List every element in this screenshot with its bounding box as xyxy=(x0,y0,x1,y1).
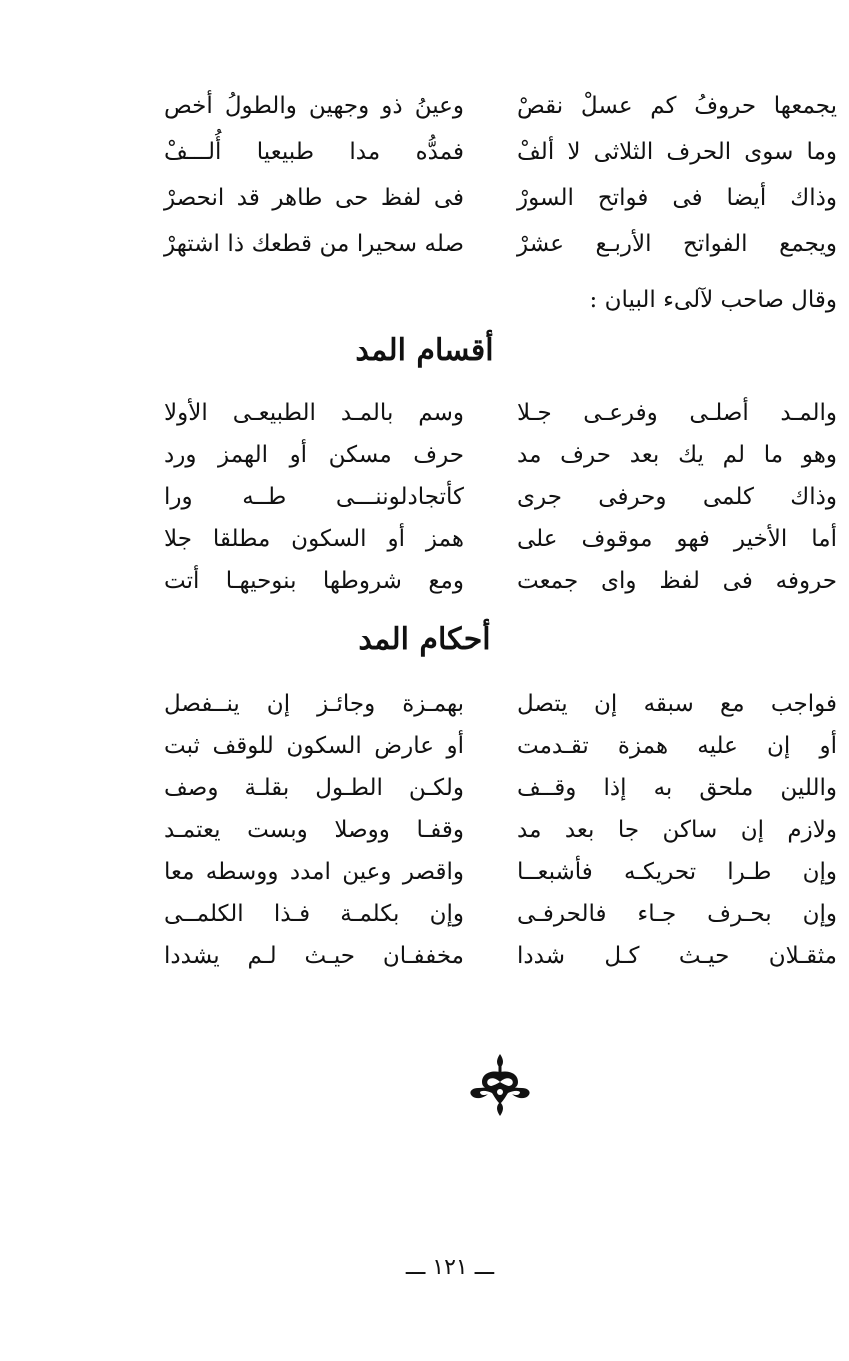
verse-first-hemistich: وهو ما لم يك بعد حرف مد xyxy=(517,442,837,468)
verse-second-hemistich: همز أو السكون مطلقا جلا xyxy=(164,526,464,552)
verse-second-hemistich: وإن بكلمـة فـذا الكلمــى xyxy=(164,901,464,927)
verse-first-hemistich: مثقـلان حيـث كـل شددا xyxy=(517,943,837,969)
verse-first-hemistich: وذاك أيضا فى فواتح السورْ xyxy=(517,185,837,211)
verse-first-hemistich: ولازم إن ساكن جا بعد مد xyxy=(517,817,837,843)
verse-second-hemistich: ولكـن الطـول بقلـة وصف xyxy=(164,775,464,801)
verse-row xyxy=(0,224,849,270)
verse-second-hemistich: أو عارض السكون للوقف ثبت xyxy=(164,733,464,759)
page-number: ـــ ١٢١ ـــ xyxy=(405,1255,495,1280)
verse-row xyxy=(0,852,849,898)
verse-row xyxy=(0,768,849,814)
verse-row xyxy=(0,684,849,730)
verse-row xyxy=(0,894,849,940)
verse-second-hemistich: بهمـزة وجائـز إن ينــفصل xyxy=(164,691,464,717)
verse-second-hemistich: صله سحيرا من قطعك ذا اشتهرْ xyxy=(164,231,464,257)
verse-second-hemistich: ومع شروطها بنوحيهـا أتت xyxy=(164,568,464,594)
verse-row xyxy=(0,519,849,565)
section-heading-rulings xyxy=(0,622,849,657)
verse-row xyxy=(0,435,849,481)
verse-first-hemistich: يجمعها حروفُ كم عسلْ نقصْ xyxy=(517,93,837,119)
verse-row xyxy=(0,936,849,982)
verse-second-hemistich: وسم بالمـد الطبيعـى الأولا xyxy=(164,400,464,426)
verse-row xyxy=(0,726,849,772)
verse-second-hemistich: فى لفظ حى طاهر قد انحصرْ xyxy=(164,185,464,211)
verse-first-hemistich: وإن طـرا تحريكـه فأشبعــا xyxy=(517,859,837,885)
verse-row xyxy=(0,86,849,132)
verse-second-hemistich: واقصر وعين امدد ووسطه معا xyxy=(164,859,464,885)
verse-row xyxy=(0,393,849,439)
verse-first-hemistich: فواجب مع سبقه إن يتصل xyxy=(517,691,837,717)
verse-first-hemistich: وذاك كلمى وحرفى جرى xyxy=(517,484,837,510)
verse-first-hemistich: وما سوى الحرف الثلاثى لا ألفْ xyxy=(517,139,837,165)
verse-row xyxy=(0,477,849,523)
verse-first-hemistich: حروفه فى لفظ واى جمعت xyxy=(517,568,837,594)
heading-text: أقسام المد xyxy=(355,333,494,368)
verse-first-hemistich: وإن بحـرف جـاء فالحرفـى xyxy=(517,901,837,927)
verse-row xyxy=(0,561,849,607)
verse-first-hemistich: والمـد أصلـى وفرعـى جـلا xyxy=(517,400,837,426)
verse-first-hemistich: واللين ملحق به إذا وقــف xyxy=(517,775,837,801)
verse-first-hemistich: أو إن عليه همزة تقـدمت xyxy=(517,733,837,759)
verse-second-hemistich: فمدُّه مدا طبيعيا أُلـــفْ xyxy=(164,139,464,165)
verse-row xyxy=(0,178,849,224)
verse-second-hemistich: كأتجادلوننـــى طــه ورا xyxy=(164,484,464,510)
verse-second-hemistich: مخففـان حيـث لـم يشددا xyxy=(164,943,464,969)
verse-first-hemistich: أما الأخير فهو موقوف على xyxy=(517,526,837,552)
verse-second-hemistich: حرف مسكن أو الهمز ورد xyxy=(164,442,464,468)
verse-second-hemistich: وقفـا ووصلا وبست يعتمـد xyxy=(164,817,464,843)
heading-text: أحكام المد xyxy=(358,622,491,657)
verse-second-hemistich: وعينُ ذو وجهين والطولُ أخص xyxy=(164,93,464,119)
verse-first-hemistich: ويجمع الفواتح الأربـع عشرْ xyxy=(517,231,837,257)
section-heading-divisions xyxy=(0,333,849,368)
floral-ornament-icon xyxy=(466,1052,534,1118)
verse-row xyxy=(0,810,849,856)
verse-row xyxy=(0,132,849,178)
prose-line: وقال صاحب لآلىء البيان : xyxy=(589,287,837,313)
